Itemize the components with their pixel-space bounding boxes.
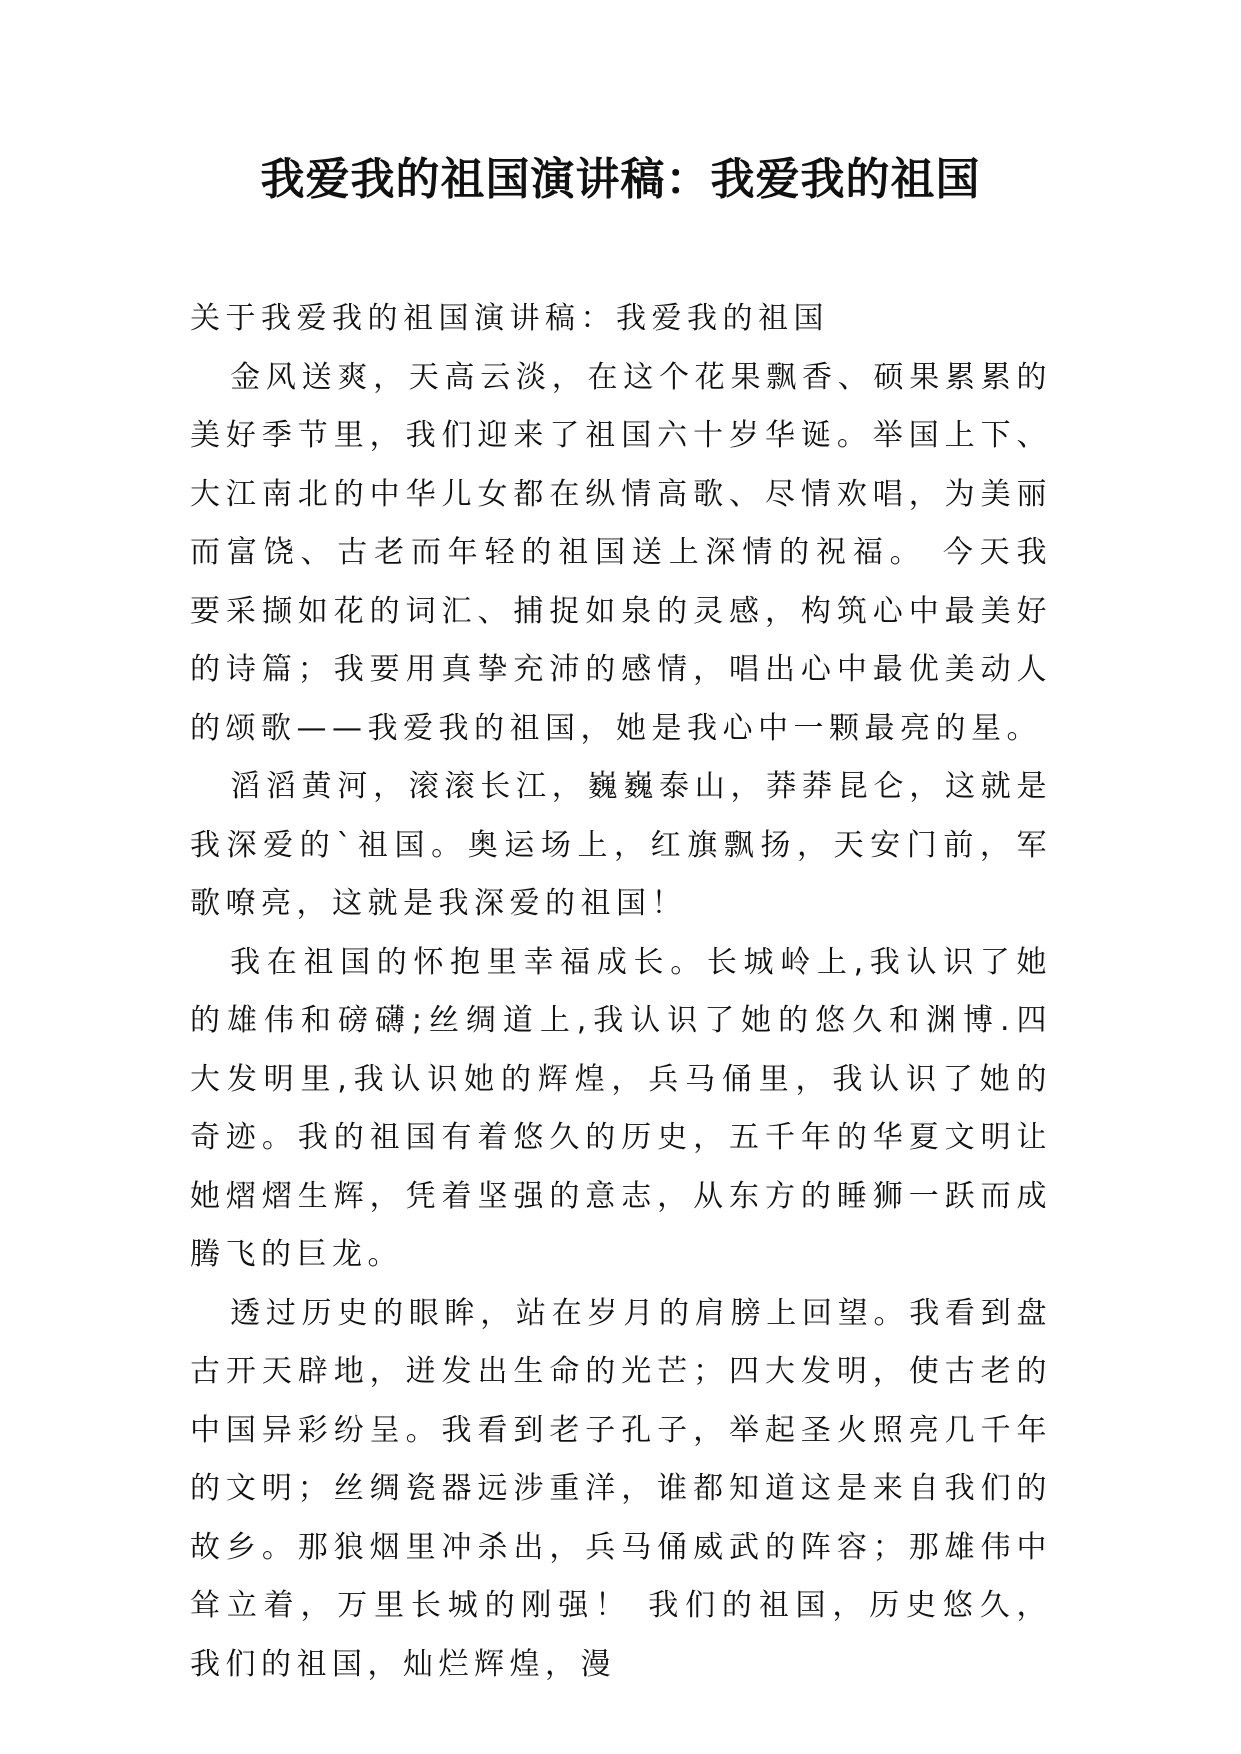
document-body (190, 290, 1052, 1694)
paragraph-1: 金风送爽，天高云淡，在这个花果飘香、硕果累累的美好季节里，我们迎来了祖国六十岁华诞。举国上下、大江南北的中华儿女都在纵情高歌、尽情欢唱，为美丽而富饶、古老而年轻的祖国送上深情的祝福。 今天我要采撷如花的词汇、捕捉如泉的灵感，构筑心中最美好的诗篇；我要用真挚充沛的感情，唱出心中最优美动人的颂歌——我爱我的祖国，她是我心中一颗最亮的星。 (190, 359, 1052, 746)
intro-line: 关于我爱我的祖国演讲稿：我爱我的祖国 (190, 301, 829, 336)
document-title: 我爱我的祖国演讲稿：我爱我的祖国 (260, 154, 981, 205)
paragraph-4: 透过历史的眼眸，站在岁月的肩膀上回望。我看到盘古开天辟地，迸发出生命的光芒；四大发明，使古老的中国异彩纷呈。我看到老子孔子，举起圣火照亮几千年的文明；丝绸瓷器远涉重洋，谁都知道这是来自我们的故乡。那狼烟里冲杀出，兵马俑威武的阵容；那雄伟中耸立着，万里长城的刚强！ 我们的祖国，历史悠久，我们的祖国，灿烂辉煌，漫 (190, 1295, 1052, 1682)
paragraph-2: 滔滔黄河，滚滚长江，巍巍泰山，莽莽昆仑，这就是我深爱的`祖国。奥运场上，红旗飘扬，天安门前，军歌嘹亮，这就是我深爱的祖国！ (190, 769, 1052, 921)
paragraph-3: 我在祖国的怀抱里幸福成长。长城岭上,我认识了她的雄伟和磅礴;丝绸道上,我认识了她的悠久和渊博.四大发明里,我认识她的辉煌，兵马俑里，我认识了她的奇迹。我的祖国有着悠久的历史，五千年的华夏文明让她熠熠生辉，凭着坚强的意志，从东方的睡狮一跃而成腾飞的巨龙。 (190, 944, 1052, 1272)
